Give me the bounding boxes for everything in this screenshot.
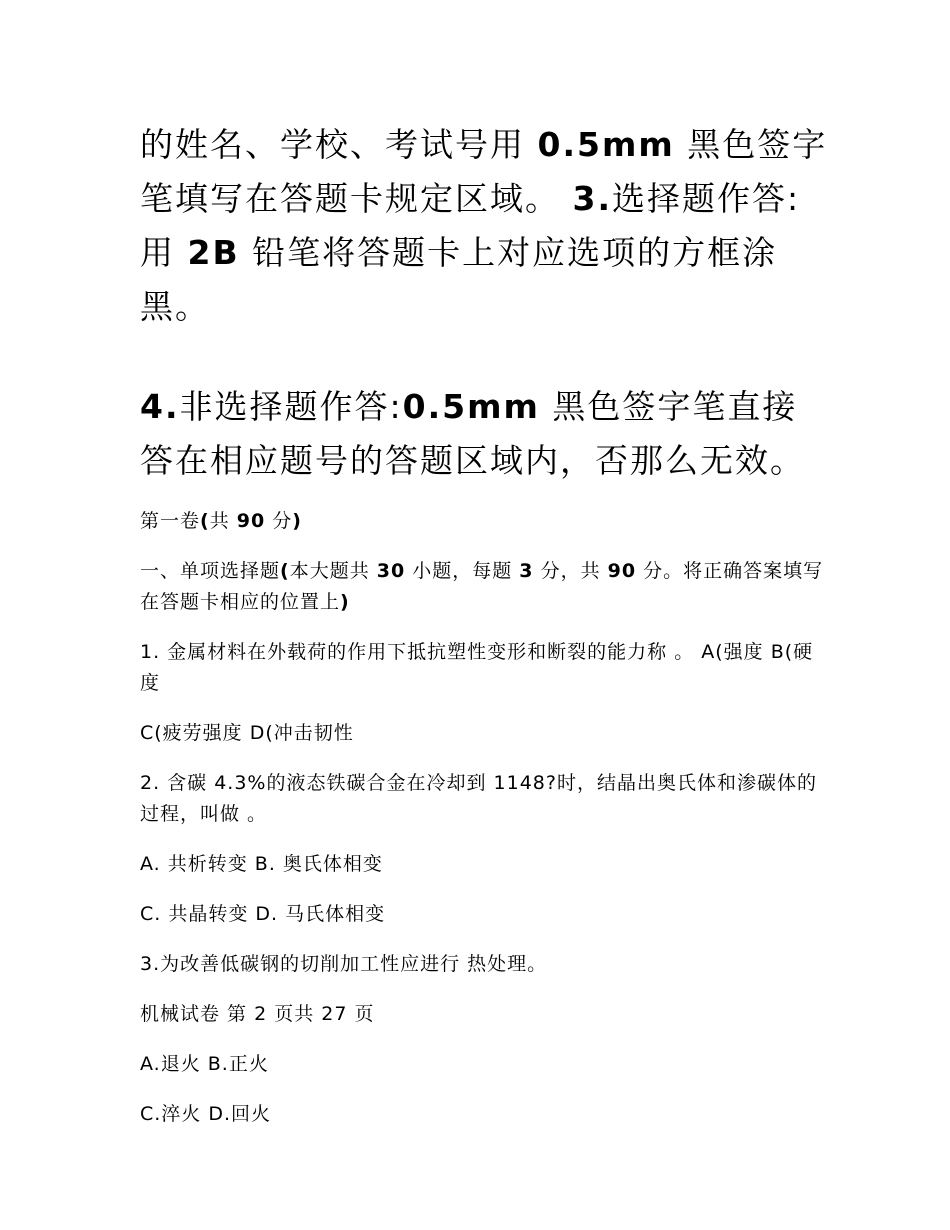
volume-heading (140, 506, 830, 537)
text-run: 分。将正确答案填写在答题卡相应的位置上 (140, 560, 824, 613)
text-run: 小题，每题 (405, 560, 520, 582)
bold-run: 90 (236, 510, 266, 532)
bold-run: ( (200, 510, 210, 532)
bold-run: ) (340, 591, 350, 613)
document-page (140, 118, 830, 1149)
question-3-options-cd: C.淬火 D.回火 (140, 1103, 272, 1125)
text-run: 黑色签字笔填写在答题卡规定区域。 (140, 125, 828, 218)
text-run: 选择题作答:用 (140, 179, 801, 272)
bold-run: 0.5mm (402, 387, 540, 426)
bold-run: ( (280, 560, 290, 582)
text-run: 第一卷 (140, 510, 201, 532)
bold-run: 3 (519, 560, 534, 582)
instruction-paragraph-1 (140, 118, 830, 334)
question-3-options-ab: A.退火 B.正火 (140, 1053, 269, 1075)
bold-run: ) (292, 510, 302, 532)
section-heading (140, 556, 830, 618)
question-2-options-ab: A. 共析转变 B. 奥氏体相变 (140, 853, 383, 875)
bold-run: 2B (187, 233, 240, 272)
question-2-options-cd: C. 共晶转变 D. 马氏体相变 (140, 903, 386, 925)
bold-run: 3. (572, 179, 612, 218)
page-footer: 机械试卷 第 2 页共 27 页 (140, 1003, 375, 1025)
bold-run: 30 (376, 560, 406, 582)
text-run: 分 (265, 510, 293, 532)
text-run: 非选择题作答: (179, 387, 403, 426)
question-1: 1. 金属材料在外载荷的作用下抵抗塑性变形和断裂的能力称 。 A(强度 B(硬度 (140, 641, 814, 694)
bold-run: 90 (607, 560, 637, 582)
bold-run: 4. (140, 387, 180, 426)
bold-run: 0.5mm (537, 125, 675, 164)
question-3: 3.为改善低碳钢的切削加工性应进行 热处理。 (140, 953, 548, 975)
text-run: 黑色签字笔直接答在相应题号的答题区域内，否那么无效。 (140, 387, 805, 480)
text-run: 的姓名、学校、考试号用 (140, 125, 538, 164)
instruction-paragraph-2 (140, 380, 830, 488)
text-run: 铅笔将答题卡上对应选项的方框涂黑。 (140, 233, 778, 326)
question-1-options: C(疲劳强度 D(冲击韧性 (140, 722, 354, 744)
text-run: 一、单项选择题 (140, 560, 281, 582)
text-run: 分，共 (533, 560, 608, 582)
text-run: 共 (209, 510, 237, 532)
question-2: 2. 含碳 4.3%的液态铁碳合金在冷却到 1148?时，结晶出奥氏体和渗碳体的过程，叫做 。 (140, 772, 817, 825)
text-run: 本大题共 (289, 560, 377, 582)
